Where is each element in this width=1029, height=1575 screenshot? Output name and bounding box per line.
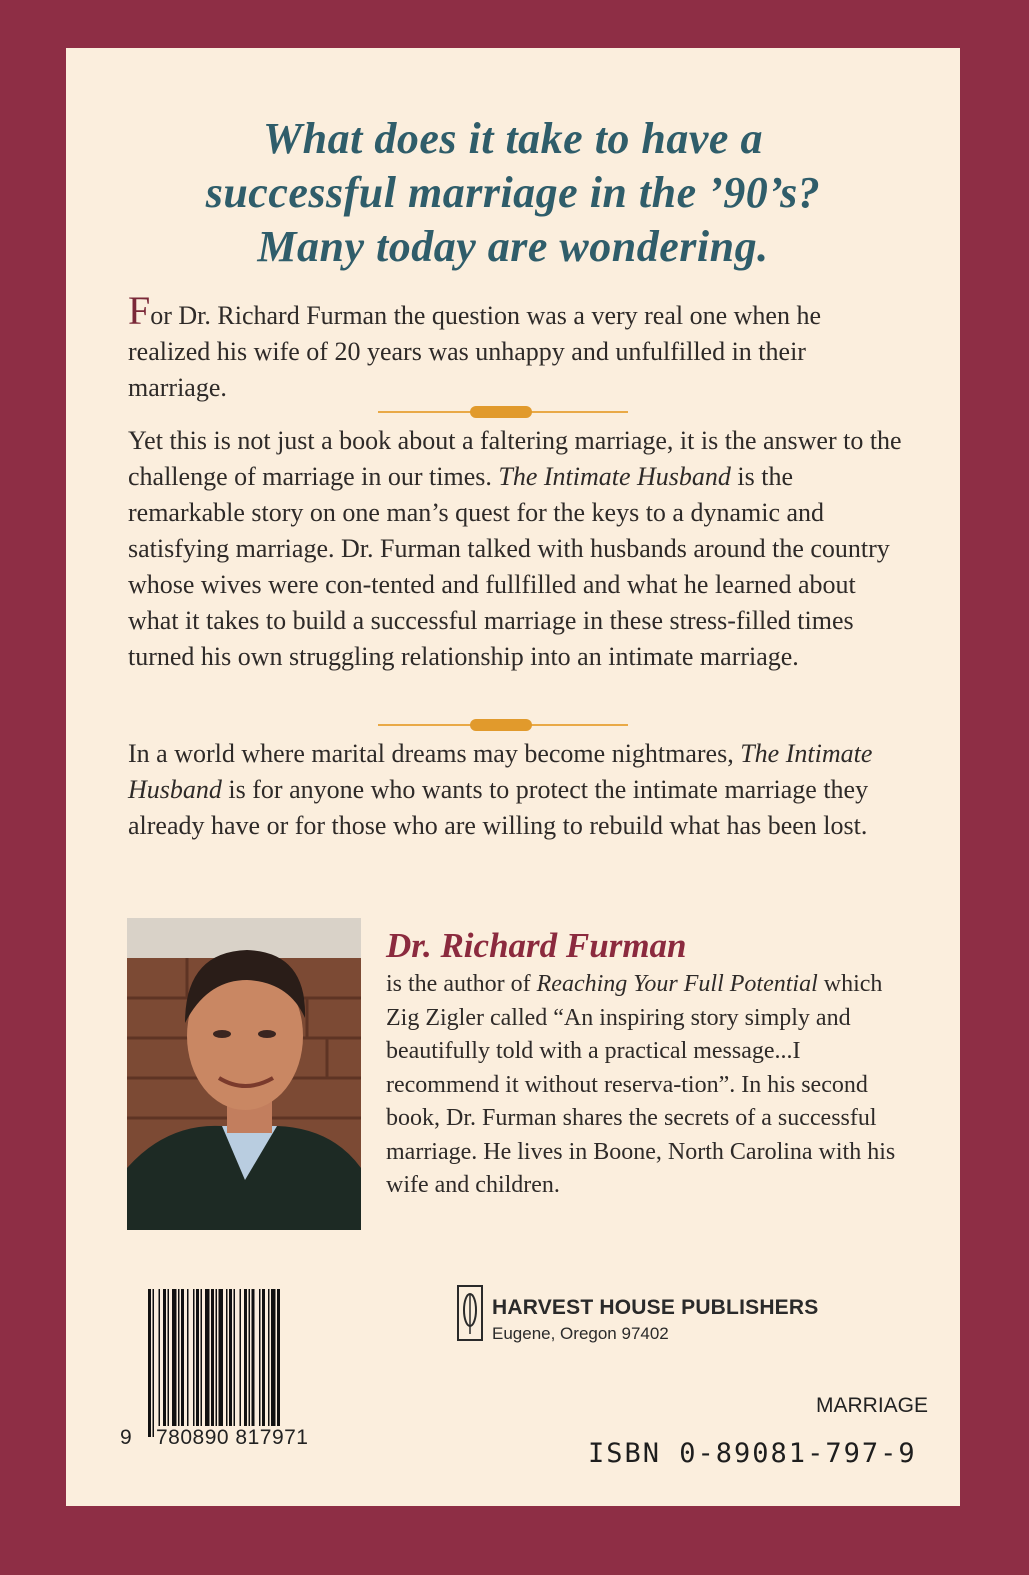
barcode-digits: 780890 817971 xyxy=(156,1426,309,1449)
author-name: Dr. Richard Furman xyxy=(386,926,687,965)
author-bio-text-b: which Zig Zigler called “An inspiring story simply and beautifully told with a practical message...I recommend it without reserva-tion”. In his second book, Dr. Furman shares the secrets of a successful marriage. He lives in Boone, North Carolina with his wife and children. xyxy=(386,971,896,1198)
drop-cap: F xyxy=(128,288,151,333)
headline-line-3: Many today are wondering. xyxy=(257,222,769,271)
ornamental-divider xyxy=(378,405,628,419)
publisher-name: HARVEST HOUSE PUBLISHERS xyxy=(492,1296,819,1319)
closing-paragraph xyxy=(128,736,908,844)
headline xyxy=(66,112,960,274)
barcode-bars xyxy=(148,1289,348,1437)
closing-text-a: In a world where marital dreams may become nightmares, xyxy=(128,739,741,768)
description-paragraph xyxy=(128,423,908,675)
intro-text: or Dr. Richard Furman the question was a very real one when he realized his wife of 20 years was unhappy and unfulfilled in their marriage. xyxy=(128,301,821,402)
back-cover-panel xyxy=(66,48,960,1506)
author-photo xyxy=(127,918,361,1230)
publisher-city: Eugene, Oregon 97402 xyxy=(492,1324,669,1343)
headline-line-1: What does it take to have a xyxy=(263,114,763,163)
description-text-a: Yet this is not just a book about a faltering marriage, it is the answer to the challenge of marriage in our times. xyxy=(128,426,902,491)
book-title: The Intimate Husband xyxy=(128,739,873,804)
intro-paragraph xyxy=(128,288,908,406)
previous-book-title: Reaching Your Full Potential xyxy=(536,971,818,997)
category-label: MARRIAGE xyxy=(816,1394,929,1417)
book-title: The Intimate Husband xyxy=(498,462,731,491)
isbn: ISBN 0-89081-797-9 xyxy=(588,1438,917,1469)
closing-text-b: is for anyone who wants to protect the intimate marriage they already have or for those who are willing to rebuild what has been lost. xyxy=(128,775,869,840)
barcode-lead-digit: 9 xyxy=(120,1426,132,1449)
description-text-b: is the remarkable story on one man’s quest for the keys to a dynamic and satisfying marriage. Dr. Furman talked with husbands around the country whose wives were con-tented and fullfilled and what he learned about what it takes to build a successful marriage in these stress-filled times turned his own struggling relationship into an intimate marriage. xyxy=(128,462,890,671)
ornamental-divider xyxy=(378,718,628,732)
barcode xyxy=(120,1286,350,1462)
publisher-logo xyxy=(456,1284,484,1342)
author-bio xyxy=(386,968,896,1203)
headline-line-2: successful marriage in the ’90’s? xyxy=(205,168,821,217)
author-bio-text-a: is the author of xyxy=(386,971,537,997)
